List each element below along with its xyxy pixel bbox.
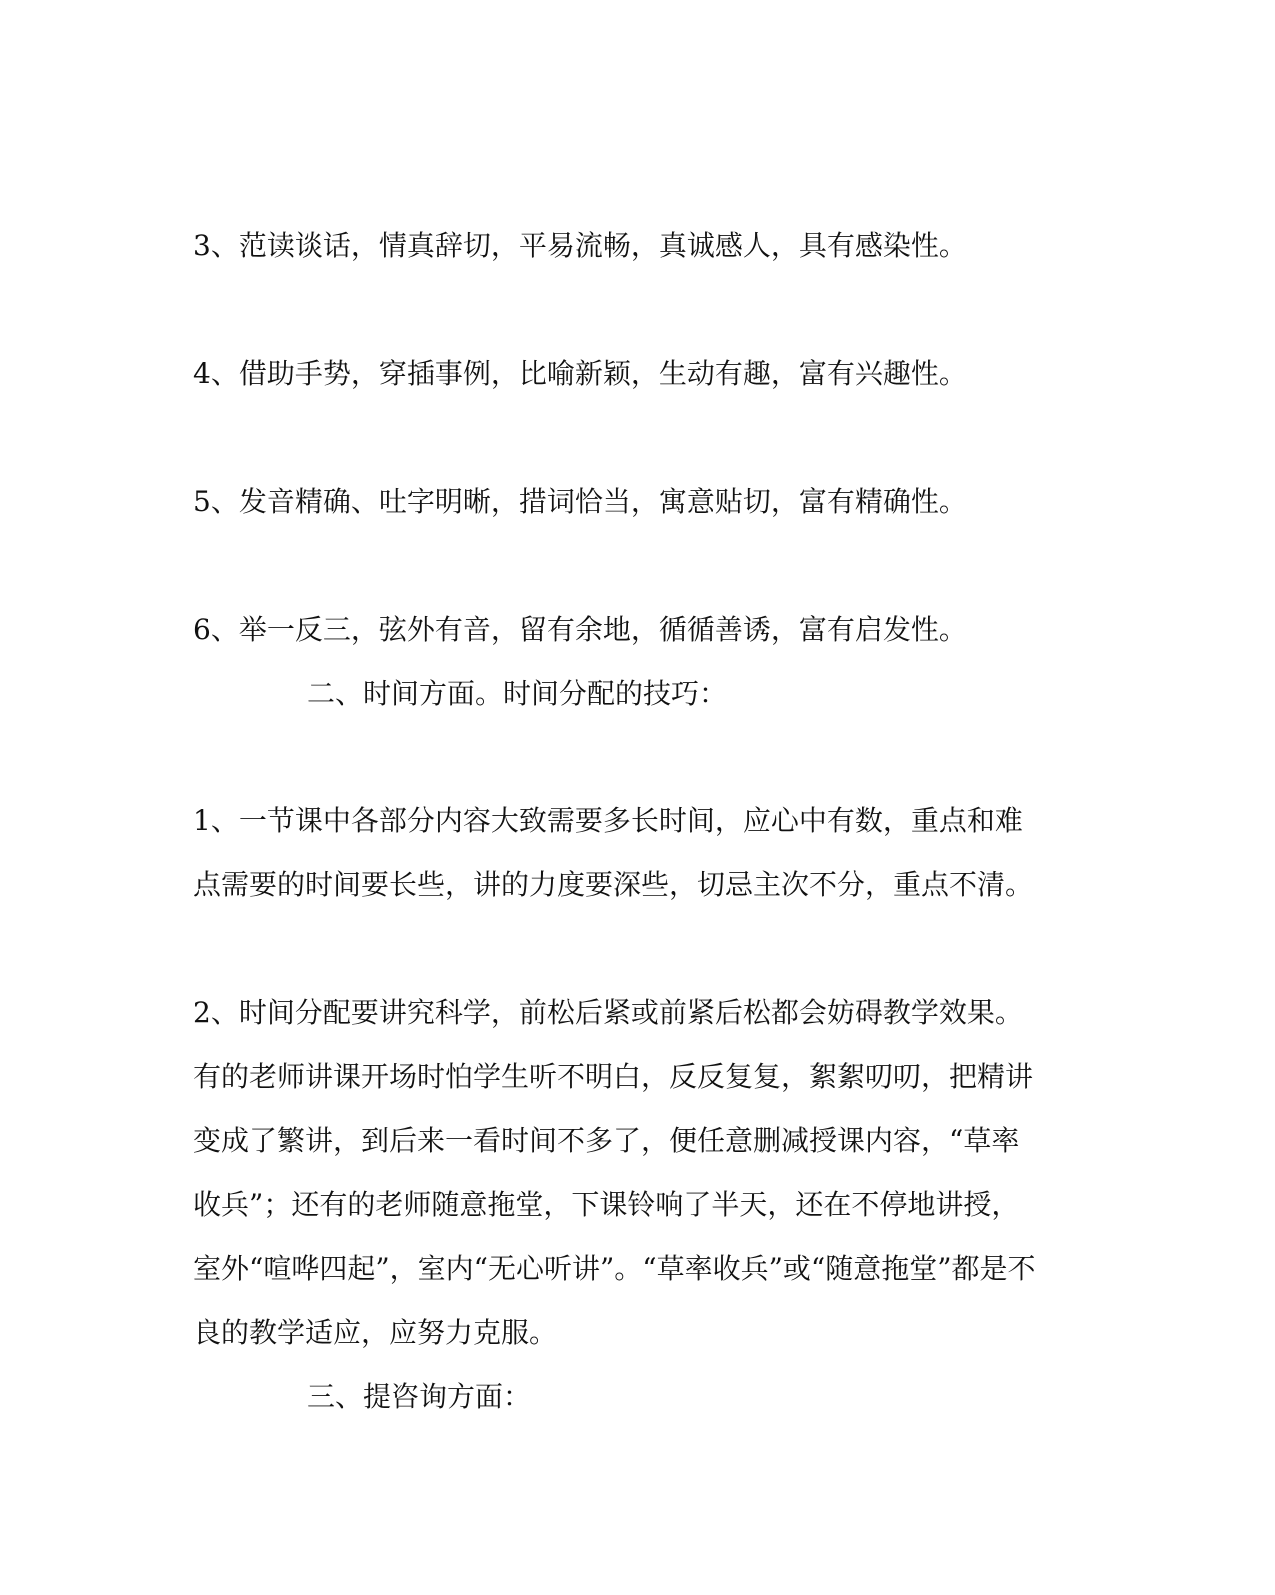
- paragraph-line: 变成了繁讲，到后来一看时间不多了，便任意删减授课内容，“草率: [193, 1124, 1020, 1157]
- paragraph-line: 2、时间分配要讲究科学，前松后紧或前紧后松都会妨碍教学效果。: [193, 996, 1023, 1029]
- paragraph-line: 有的老师讲课开场时怕学生听不明白，反反复复，絮絮叨叨，把精讲: [193, 1060, 1034, 1093]
- paragraph-line: 收兵”；还有的老师随意拖堂，下课铃响了半天，还在不停地讲授，: [193, 1188, 1020, 1221]
- list-item: 5、发音精确、吐字明晰，措词恰当，寓意贴切，富有精确性。: [193, 485, 967, 518]
- paragraph-line: 良的教学适应，应努力克服。: [193, 1316, 558, 1349]
- paragraph-line: 室外“喧哗四起”，室内“无心听讲”。“草率收兵”或“随意拖堂”都是不: [193, 1252, 1036, 1285]
- list-item: 6、举一反三，弦外有音，留有余地，循循善诱，富有启发性。: [193, 613, 967, 646]
- list-item: 4、借助手势，穿插事例，比喻新颖，生动有趣，富有兴趣性。: [193, 357, 967, 390]
- paragraph-line: 1、一节课中各部分内容大致需要多长时间，应心中有数，重点和难: [193, 804, 1023, 837]
- section-heading: 二、时间方面。时间分配的技巧：: [307, 677, 728, 710]
- paragraph-line: 点需要的时间要长些，讲的力度要深些，切忌主次不分，重点不清。: [193, 868, 1034, 901]
- list-item: 3、范读谈话，情真辞切，平易流畅，真诚感人，具有感染性。: [193, 229, 967, 262]
- section-heading: 三、提咨询方面：: [307, 1380, 532, 1413]
